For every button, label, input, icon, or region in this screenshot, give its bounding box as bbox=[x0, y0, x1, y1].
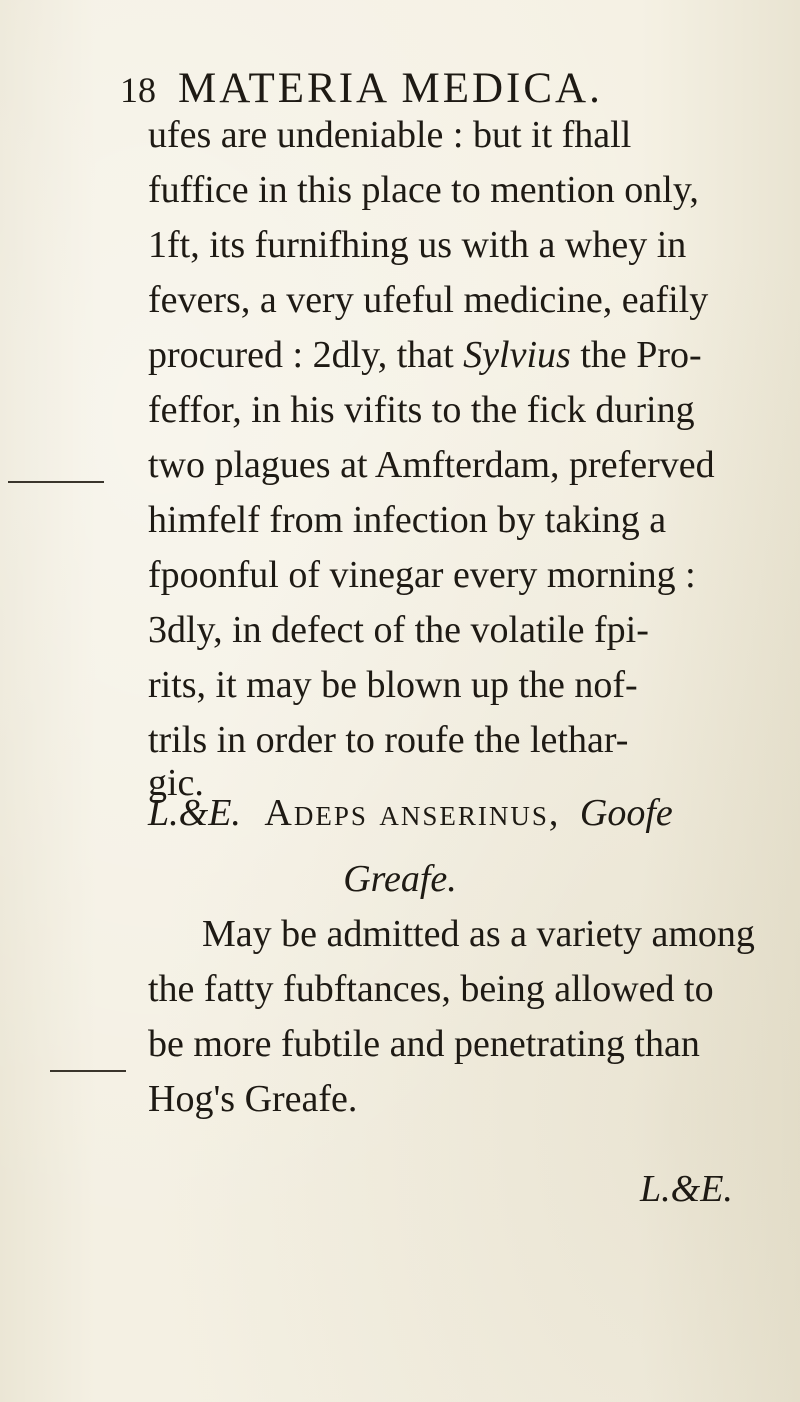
entry-text-line: the fatty fubftances, being allowed to bbox=[148, 968, 714, 1010]
text-line: two plagues at Amfterdam, preferved bbox=[148, 444, 715, 486]
text-line: gic. bbox=[148, 762, 204, 804]
entry-text-line: May be admitted as a variety among bbox=[202, 913, 755, 955]
text-line: ufes are undeniable : but it fhall bbox=[148, 114, 632, 156]
page-number: 18 bbox=[120, 70, 156, 110]
catchword: L.&E. bbox=[640, 1168, 733, 1210]
entry-text-line: Hog's Greafe. bbox=[148, 1078, 358, 1120]
text-line: 3dly, in defect of the volatile fpi- bbox=[148, 609, 649, 651]
running-title: MATERIA MEDICA. bbox=[178, 65, 603, 112]
entry-heading bbox=[148, 794, 673, 832]
text-line: himfelf from infection by taking a bbox=[148, 499, 667, 541]
margin-rule bbox=[50, 1070, 126, 1072]
text-line: fevers, a very ufeful medicine, eafily bbox=[148, 279, 709, 321]
entry-english-name: Goofe bbox=[579, 792, 673, 834]
page-header bbox=[120, 64, 603, 113]
text-line-sylvius bbox=[148, 336, 702, 374]
margin-rule bbox=[8, 481, 104, 483]
text-line: fuffice in this place to mention only, bbox=[148, 169, 699, 211]
entry-initials: L.&E. bbox=[148, 792, 241, 834]
text-line: fpoonful of vinegar every morning : bbox=[148, 554, 696, 596]
text-line: feffor, in his vifits to the fick during bbox=[148, 389, 695, 431]
text-fragment: the Pro- bbox=[580, 334, 702, 376]
entry-text-line: be more fubtile and penetrating than bbox=[148, 1023, 700, 1065]
text-fragment: procured : 2dly, that bbox=[148, 334, 454, 376]
person-name-sylvius: Sylvius bbox=[463, 334, 571, 376]
text-line: trils in order to roufe the lethar- bbox=[148, 719, 629, 761]
entry-english-continued: Greafe. bbox=[343, 858, 457, 900]
entry-latin-name: Adeps anserinus, bbox=[264, 792, 561, 834]
text-line: 1ft, its furnifhing us with a whey in bbox=[148, 224, 687, 266]
text-line: rits, it may be blown up the nof- bbox=[148, 664, 638, 706]
